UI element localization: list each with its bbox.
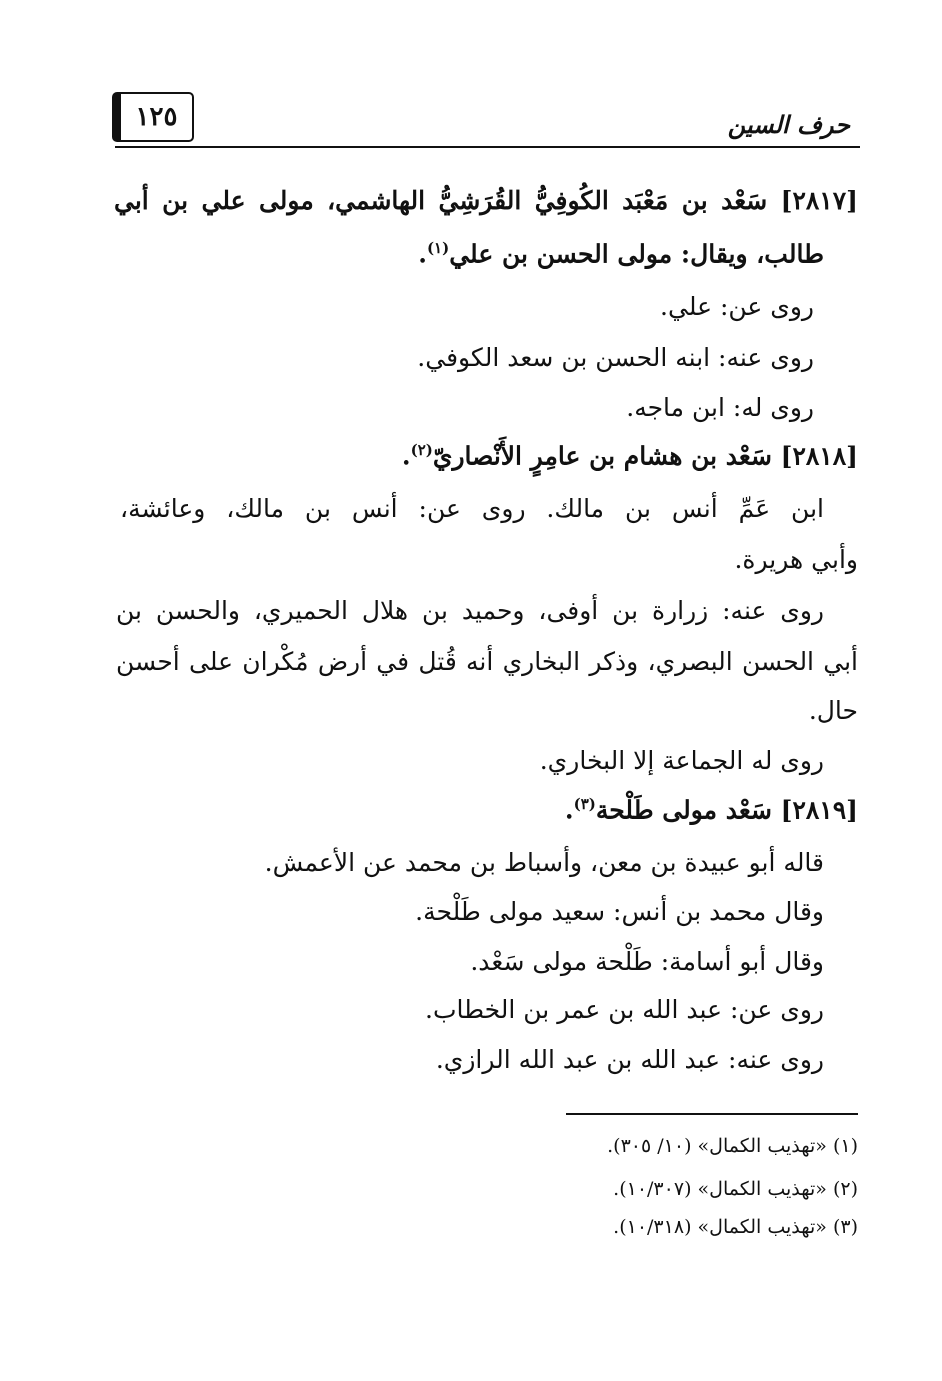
entry-2819-line-1: قاله أبو عبيدة بن معن، وأسباط بن محمد عن الأعمش.: [264, 848, 824, 877]
entry-2817-heading-text: طالب، ويقال: مولى الحسن بن علي: [449, 239, 824, 269]
footnote-3: (٣) «تهذيب الكمال» (١٠/٣١٨).: [613, 1216, 858, 1238]
footnote-ref-3[interactable]: (٣): [573, 795, 596, 813]
entry-2817-narrated-from: روى عن: علي.: [660, 292, 814, 321]
footnote-1: (١) «تهذيب الكمال» (١٠/ ٣٠٥).: [607, 1135, 858, 1157]
entry-2819-heading: [565, 795, 858, 825]
entry-2819-line-5: روى عنه: عبد الله بن عبد الله الرازي.: [435, 1045, 824, 1074]
entry-2818-heading: [402, 441, 858, 471]
heading-period: .: [401, 441, 411, 471]
entry-2819-line-3: وقال أبو أسامة: طَلْحة مولى سَعْد.: [470, 947, 824, 976]
entry-2818-para2-line-2: أبي الحسن البصري، وذكر البخاري أنه قُتل في أرض مُكْران على أحسن: [116, 647, 858, 676]
header-rule: [115, 146, 860, 148]
entry-2818-para2-line-3: حال.: [808, 696, 858, 725]
entry-2817-reported-by: روى له: ابن ماجه.: [626, 393, 814, 422]
entry-2818-para3: روى له الجماعة إلا البخاري.: [539, 746, 824, 775]
page-number: ١٢٥: [135, 102, 178, 132]
heading-period: .: [418, 239, 427, 269]
entry-2818-heading-text: [٢٨١٨] سَعْد بن هشام بن عامِرٍ الأَنْصاريّ: [432, 441, 858, 471]
entry-2819-heading-text: [٢٨١٩] سَعْد مولى طَلْحة: [595, 795, 858, 825]
entry-2818-para1-line-1: ابن عَمِّ أنس بن مالك. روى عن: أنس بن مالك، وعائشة،: [120, 494, 824, 523]
entry-2819-line-4: روى عن: عبد الله بن عمر بن الخطاب.: [425, 995, 824, 1024]
entry-2818-para1-line-2: وأبي هريرة.: [734, 545, 858, 574]
entry-2817-narrated-by: روى عنه: ابنه الحسن بن سعد الكوفي.: [417, 343, 814, 372]
running-title: حرف السين: [727, 110, 850, 139]
footnote-ref-2[interactable]: (٢): [410, 441, 433, 459]
footnote-rule: [566, 1113, 858, 1115]
entry-2817-heading-line-2: [418, 239, 824, 269]
footnote-2: (٢) «تهذيب الكمال» (١٠/٣٠٧).: [613, 1178, 858, 1200]
heading-period: .: [564, 795, 574, 825]
footnote-ref-1[interactable]: (١): [426, 239, 450, 257]
entry-2818-para2-line-1: روى عنه: زرارة بن أوفى، وحميد بن هلال الحميري، والحسن بن: [116, 596, 824, 625]
page-number-box: [112, 92, 194, 142]
entry-2819-line-2: وقال محمد بن أنس: سعيد مولى طَلْحة.: [415, 897, 824, 926]
entry-2817-heading-line-1: [٢٨١٧] سَعْد بن مَعْبَد الكُوفِيُّ القُرَشِيُّ الهاشمي، مولى علي بن أبي: [114, 186, 858, 215]
